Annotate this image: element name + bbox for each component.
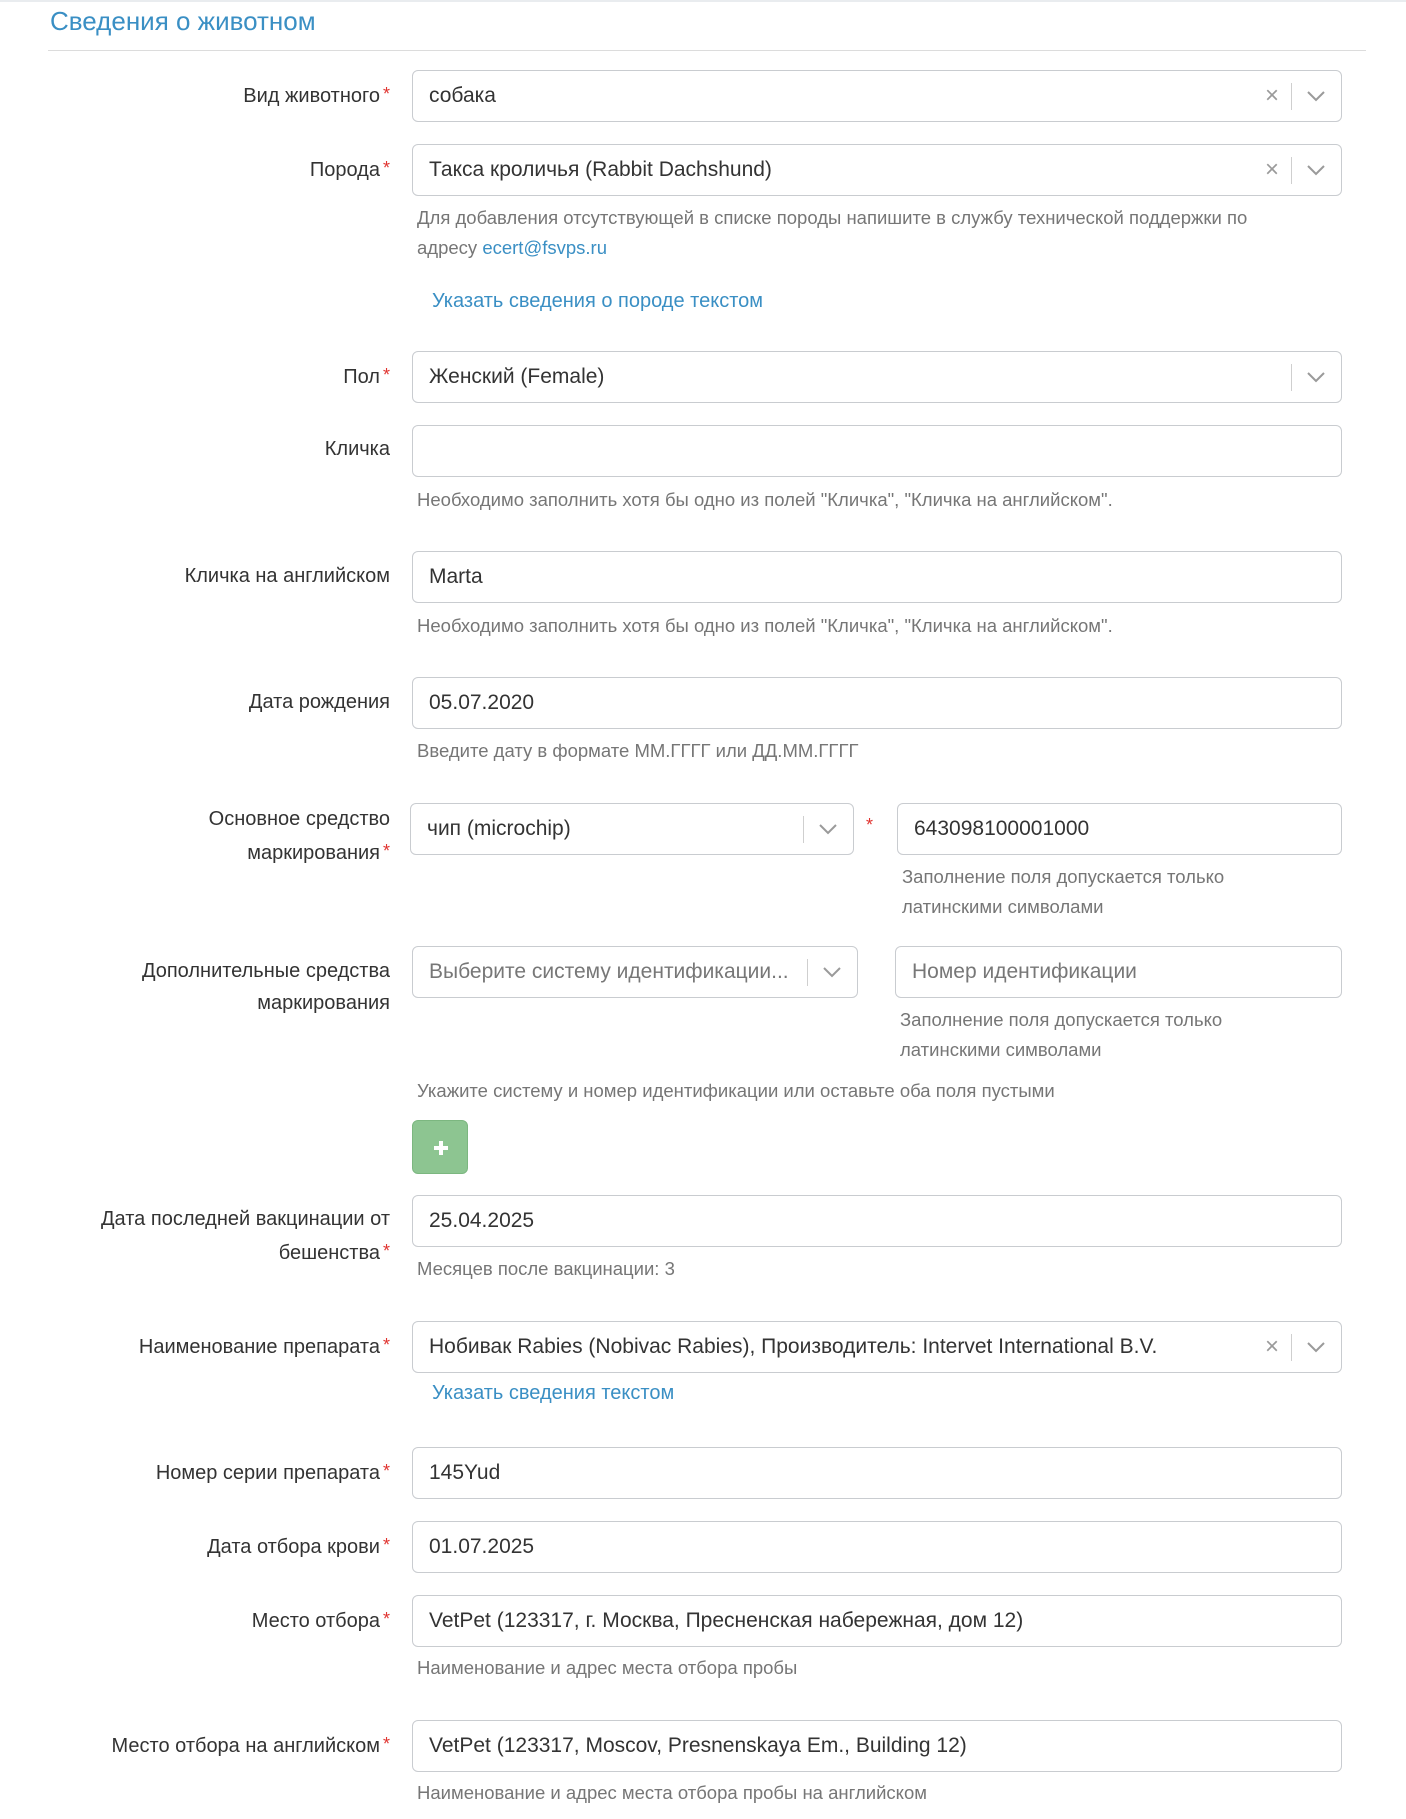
required-mark: * xyxy=(382,1734,390,1754)
drug-name-value: Нобивак Rabies (Nobivac Rabies), Производитель: Intervet International B.V. xyxy=(429,1335,1158,1358)
extra-marking-system-placeholder: Выберите систему идентификации... xyxy=(429,960,789,983)
batch-number-label: Номер серии препарата * xyxy=(155,1461,390,1484)
species-select[interactable] xyxy=(412,70,1342,122)
breed-select[interactable] xyxy=(412,144,1342,196)
vaccination-date-value: 25.04.2025 xyxy=(429,1209,535,1232)
select-separator xyxy=(807,959,808,986)
main-marking-number-value: 643098100001000 xyxy=(914,817,1090,840)
sampling-place-en-value: VetPet (123317, Moscov, Presnenskaya Em., Building 12) xyxy=(429,1734,967,1757)
name-en-value: Marta xyxy=(429,565,483,588)
add-marking-button[interactable] xyxy=(412,1120,468,1174)
vaccination-date-label: Дата последней вакцинации от бешенства * xyxy=(101,1208,390,1264)
sampling-place-en-input[interactable] xyxy=(412,1720,1342,1772)
clear-icon[interactable]: × xyxy=(1264,156,1279,183)
name-en-label: Кличка на английском xyxy=(184,565,390,587)
select-separator xyxy=(1291,1334,1292,1361)
main-marking-label: Основное средство маркирования * xyxy=(208,808,390,864)
name-label: Кличка xyxy=(324,438,390,460)
required-mark: * xyxy=(382,365,390,385)
name-help: Необходимо заполнить хотя бы одно из полей "Кличка", "Кличка на английском". xyxy=(417,489,1113,510)
chevron-down-icon[interactable] xyxy=(1306,163,1326,177)
breed-value: Такса кроличья (Rabbit Dachshund) xyxy=(429,158,772,181)
extra-marking-note: Укажите систему и номер идентификации или оставьте оба поля пустыми xyxy=(417,1080,1055,1101)
blood-date-value: 01.07.2025 xyxy=(429,1535,535,1558)
vaccination-date-help: Месяцев после вакцинации: 3 xyxy=(417,1258,675,1279)
sampling-place-value: VetPet (123317, г. Москва, Пресненская набережная, дом 12) xyxy=(429,1609,1024,1632)
breed-help: Для добавления отсутствующей в списке породы напишите в службу технической поддержки по адресу ecert@fsvps.ru xyxy=(417,207,1248,258)
required-mark: * xyxy=(382,1241,390,1261)
sex-label: Пол * xyxy=(343,365,390,388)
birth-date-value: 05.07.2020 xyxy=(429,691,535,714)
breed-label: Порода * xyxy=(309,158,390,181)
chevron-down-icon[interactable] xyxy=(1306,370,1326,384)
chevron-down-icon[interactable] xyxy=(822,965,842,979)
species-label: Вид животного * xyxy=(243,84,390,107)
extra-marking-number-placeholder: Номер идентификации xyxy=(912,960,1137,983)
required-mark: * xyxy=(382,841,390,861)
required-mark: * xyxy=(382,158,390,178)
select-separator xyxy=(1291,157,1292,184)
required-mark: * xyxy=(866,815,874,835)
batch-number-value: 145Yud xyxy=(429,1461,501,1484)
main-marking-help: Заполнение поля допускается только латинскими символами xyxy=(902,866,1225,917)
main-marking-number-input[interactable] xyxy=(897,803,1342,855)
blood-date-input[interactable] xyxy=(412,1521,1342,1573)
drug-text-link[interactable]: Указать сведения текстом xyxy=(432,1382,675,1404)
support-email-link[interactable]: ecert@fsvps.ru xyxy=(482,237,607,258)
birth-date-input[interactable] xyxy=(412,677,1342,729)
extra-marking-system-select[interactable] xyxy=(412,946,858,998)
main-marking-system-value: чип (microchip) xyxy=(427,817,571,840)
clear-icon[interactable]: × xyxy=(1264,82,1279,109)
sex-value: Женский (Female) xyxy=(429,365,605,388)
sampling-place-label: Место отбора * xyxy=(251,1609,390,1632)
required-mark: * xyxy=(382,1461,390,1481)
clear-icon[interactable]: × xyxy=(1264,1333,1279,1360)
required-mark: * xyxy=(382,84,390,104)
name-input[interactable] xyxy=(412,425,1342,477)
birth-date-help: Введите дату в формате ММ.ГГГГ или ДД.ММ.ГГГГ xyxy=(417,740,859,761)
chevron-down-icon[interactable] xyxy=(1306,89,1326,103)
drug-name-select[interactable] xyxy=(412,1321,1342,1373)
required-mark: * xyxy=(382,1535,390,1555)
batch-number-input[interactable] xyxy=(412,1447,1342,1499)
sampling-place-en-help: Наименование и адрес места отбора пробы на английском xyxy=(417,1782,927,1803)
select-separator xyxy=(803,816,804,843)
breed-text-link[interactable]: Указать сведения о породе текстом xyxy=(432,290,763,312)
sampling-place-en-label: Место отбора на английском * xyxy=(111,1734,390,1757)
extra-marking-help: Заполнение поля допускается только латинскими символами xyxy=(900,1009,1223,1060)
extra-marking-number-input[interactable] xyxy=(895,946,1342,998)
select-separator xyxy=(1291,83,1292,110)
top-border xyxy=(0,0,1406,2)
section-title: Сведения о животном xyxy=(50,6,316,36)
vaccination-date-input[interactable] xyxy=(412,1195,1342,1247)
sampling-place-help: Наименование и адрес места отбора пробы xyxy=(417,1657,798,1678)
chevron-down-icon[interactable] xyxy=(1306,1340,1326,1354)
sampling-place-input[interactable] xyxy=(412,1595,1342,1647)
select-separator xyxy=(1291,364,1292,391)
sex-select[interactable] xyxy=(412,351,1342,403)
extra-marking-label: Дополнительные средства маркирования xyxy=(141,960,390,1014)
drug-name-label: Наименование препарата * xyxy=(138,1335,390,1358)
name-en-help: Необходимо заполнить хотя бы одно из полей "Кличка", "Кличка на английском". xyxy=(417,615,1113,636)
blood-date-label: Дата отбора крови * xyxy=(207,1535,390,1558)
main-marking-system-select[interactable] xyxy=(410,803,854,855)
birth-date-label: Дата рождения xyxy=(248,691,390,713)
required-mark: * xyxy=(382,1609,390,1629)
name-en-input[interactable] xyxy=(412,551,1342,603)
chevron-down-icon[interactable] xyxy=(818,822,838,836)
plus-icon xyxy=(431,1138,451,1158)
required-mark: * xyxy=(382,1335,390,1355)
species-value: собака xyxy=(429,84,496,107)
section-divider xyxy=(48,50,1366,51)
